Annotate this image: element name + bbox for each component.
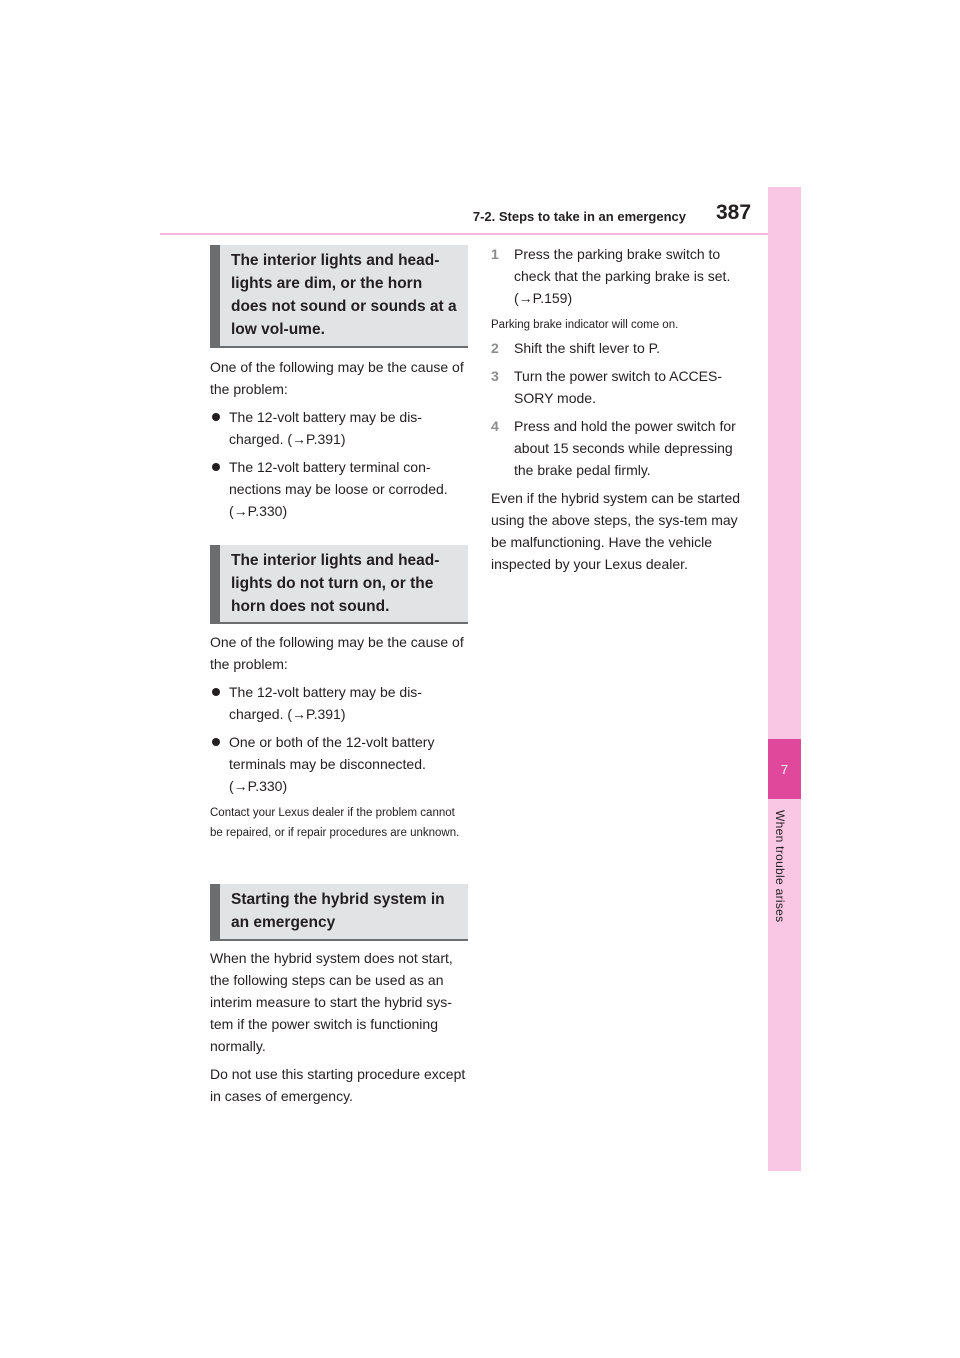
step-4: 4 Press and hold the power switch for about 15 seconds while depressing the brake pedal firmly. xyxy=(491,415,749,481)
step-1-note: Parking brake indicator will come on. xyxy=(491,319,679,331)
section-1-intro: One of the following may be the cause of the problem: xyxy=(210,359,464,397)
section-3-paragraph-2: Do not use this starting procedure except in cases of emergency. xyxy=(210,1066,466,1104)
section-2-note: Contact your Lexus dealer if the problem cannot be repaired, or if repair procedures are unknown. xyxy=(210,807,460,839)
chapter-number-tab[interactable]: 7 xyxy=(768,739,801,799)
chapter-title: When trouble arises xyxy=(773,810,787,923)
step-1: 1 Press the parking brake switch to check that the parking brake is set. (→P.159) xyxy=(491,243,749,309)
chapter-tab-strip xyxy=(768,187,801,1171)
step-number: 4 xyxy=(491,418,499,434)
closing-paragraph: Even if the hybrid system can be started using the above steps, the sys-tem may be malfunctioning. Have the vehicle inspected by your Lexus dealer. xyxy=(491,490,741,572)
section-heading-lights-off: The interior lights and head-lights do not turn on, or the horn does not sound. xyxy=(210,545,468,624)
bullet-icon xyxy=(212,413,220,421)
bullet-icon xyxy=(212,463,220,471)
section-2-intro: One of the following may be the cause of the problem: xyxy=(210,634,464,672)
step-number: 1 xyxy=(491,246,499,262)
step-number: 2 xyxy=(491,340,499,356)
list-item: The 12-volt battery may be dis-charged. (→P.391) xyxy=(212,406,472,450)
header-rule xyxy=(160,233,768,235)
list-item: The 12-volt battery terminal con-nections may be loose or corroded. (→P.330) xyxy=(212,456,472,522)
step-3: 3 Turn the power switch to ACCES-SORY mode. xyxy=(491,365,749,409)
section-heading-dim-lights: The interior lights and head-lights are dim, or the horn does not sound or sounds at a low vol-ume. xyxy=(210,245,468,348)
bullet-icon xyxy=(212,688,220,696)
bullet-icon xyxy=(212,738,220,746)
section-heading-emergency-start: Starting the hybrid system in an emergency xyxy=(210,884,468,941)
step-number: 3 xyxy=(491,368,499,384)
page-number: 387 xyxy=(716,201,752,224)
step-2: 2 Shift the shift lever to P. xyxy=(491,337,749,359)
header-section-title: 7-2. Steps to take in an emergency xyxy=(472,209,686,224)
list-item: The 12-volt battery may be dis-charged. (→P.391) xyxy=(212,681,472,725)
list-item: One or both of the 12-volt battery terminals may be disconnected. (→P.330) xyxy=(212,731,472,797)
section-3-paragraph-1: When the hybrid system does not start, the following steps can be used as an interim measure to start the hybrid sys-tem if the power switch is functioning normally. xyxy=(210,950,453,1054)
